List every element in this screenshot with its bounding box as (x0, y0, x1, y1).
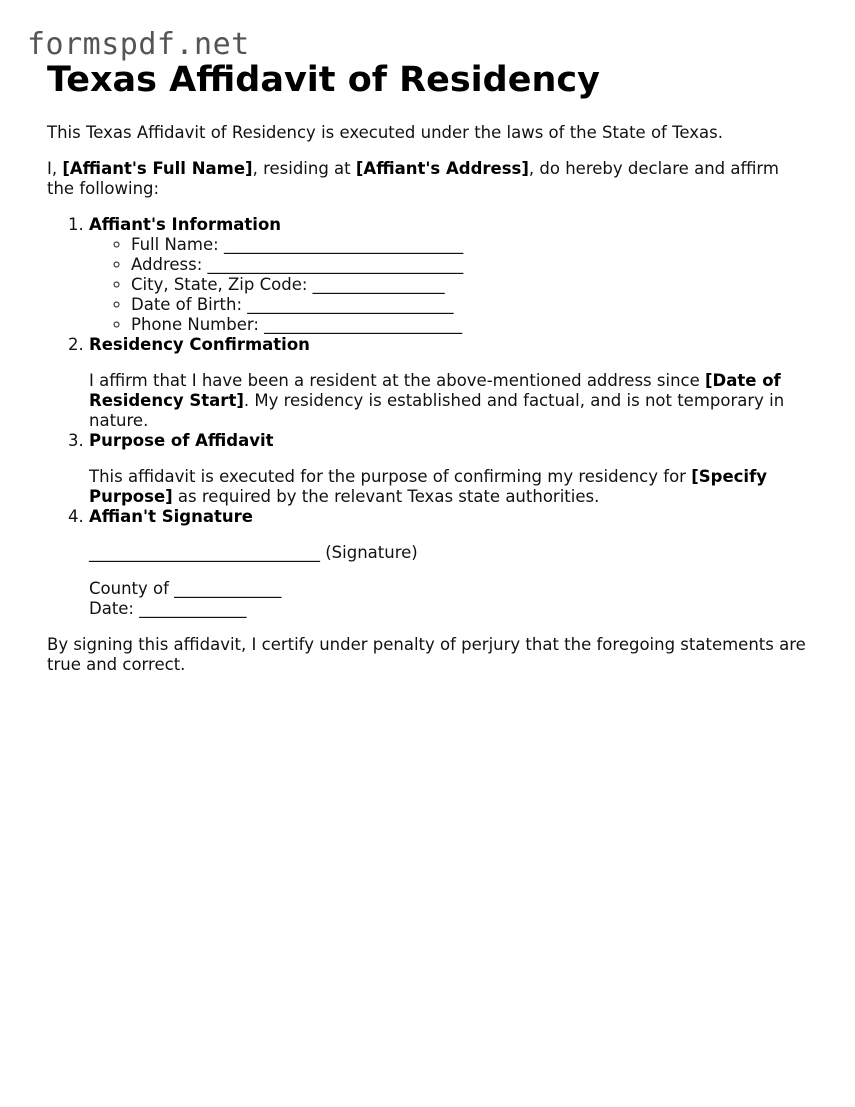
signature-line-row (89, 543, 807, 563)
full-name-field (131, 235, 807, 255)
residency-start-placeholder: [Date of Residency Start] (89, 371, 781, 410)
affiant-name-placeholder: [Affiant's Full Name] (62, 159, 253, 178)
signature-blank[interactable]: ____________________________ (89, 543, 320, 562)
section-affiant-information (89, 215, 807, 335)
date-label: Date: (89, 599, 140, 618)
section-purpose (89, 431, 807, 507)
signature-label: (Signature) (320, 543, 418, 562)
residency-text-1: I affirm that I have been a resident at the above-mentioned address since (89, 371, 705, 390)
document-title: Texas Affidavit of Residency (47, 60, 600, 100)
residency-paragraph (89, 371, 807, 431)
declaration-text-2: , residing at (252, 159, 356, 178)
affiant-address-placeholder: [Affiant's Address] (355, 159, 529, 178)
phone-number-field (131, 315, 807, 335)
declaration-text-3: , do hereby declare and affirm the following: (47, 159, 780, 198)
section-heading: Affian't Signature (89, 507, 253, 526)
address-field (131, 255, 807, 275)
field-label: City, State, Zip Code: (131, 275, 308, 294)
declaration-paragraph (47, 159, 807, 199)
affidavit-sections (47, 215, 807, 619)
city-state-zip-field (131, 275, 807, 295)
closing-statement: By signing this affidavit, I certify under penalty of perjury that the foregoing statements are true and correct. (47, 635, 806, 674)
purpose-text-1: This affidavit is executed for the purpose of confirming my residency for (89, 467, 692, 486)
purpose-text-2: as required by the relevant Texas state authorities. (172, 487, 600, 506)
section-heading: Residency Confirmation (89, 335, 310, 354)
affiant-info-fields (89, 235, 807, 335)
residency-text-2: . My residency is established and factual, and is not temporary in nature. (89, 391, 785, 430)
field-label: Date of Birth: (131, 295, 243, 314)
county-label: County of (89, 579, 175, 598)
section-signature (89, 507, 807, 619)
county-date-block (89, 579, 807, 619)
section-heading: Purpose of Affidavit (89, 431, 274, 450)
full-name-blank[interactable]: _____________________________ (223, 235, 464, 254)
watermark: formspdf.net (27, 27, 250, 62)
declaration-text-1: I, (47, 159, 63, 178)
intro-paragraph: This Texas Affidavit of Residency is executed under the laws of the State of Texas. (47, 123, 723, 142)
date-of-birth-blank[interactable]: _________________________ (247, 295, 454, 314)
purpose-paragraph (89, 467, 807, 507)
phone-number-blank[interactable]: ________________________ (264, 315, 463, 334)
date-blank[interactable]: _____________ (139, 599, 247, 618)
purpose-placeholder: [Specify Purpose] (89, 467, 767, 506)
date-of-birth-field (131, 295, 807, 315)
field-label: Phone Number: (131, 315, 259, 334)
affidavit-document (47, 58, 807, 675)
address-blank[interactable]: _______________________________ (207, 255, 464, 274)
city-state-zip-blank[interactable]: ________________ (312, 275, 445, 294)
field-label: Full Name: (131, 235, 219, 254)
section-residency-confirmation (89, 335, 807, 431)
field-label: Address: (131, 255, 203, 274)
section-heading: Affiant's Information (89, 215, 282, 234)
county-blank[interactable]: _____________ (174, 579, 282, 598)
